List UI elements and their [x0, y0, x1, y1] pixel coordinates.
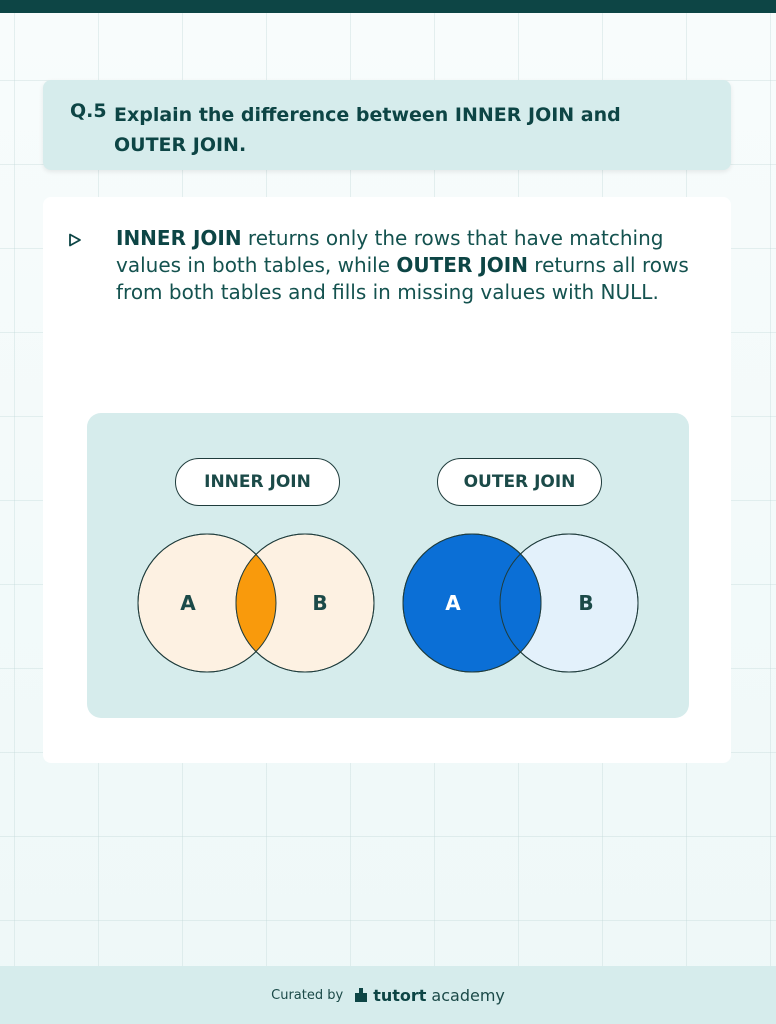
- inner-join-pill: INNER JOIN: [175, 458, 340, 506]
- inner-label-b: B: [312, 591, 328, 615]
- answer-keyword: OUTER JOIN: [396, 253, 528, 277]
- join-diagram-panel: [87, 413, 689, 718]
- answer-card: [43, 197, 731, 763]
- answer-segment: returns all rows from both tables and fills in missing values with NULL.: [116, 253, 689, 304]
- curated-by-label: Curated by: [271, 987, 344, 1003]
- play-outline-icon: [67, 232, 83, 248]
- tutort-logo-icon: [355, 988, 367, 1002]
- answer-keyword: INNER JOIN: [116, 226, 242, 250]
- question-text: Explain the difference between INNER JOIN and OUTER JOIN.: [114, 104, 621, 156]
- outer-label-a: A: [445, 591, 461, 615]
- outer-join-venn: [403, 534, 638, 672]
- footer: [0, 966, 776, 1024]
- brand-name-bold: tutort: [373, 985, 427, 1005]
- answer-segment: returns only the rows that have matching values in both tables, while: [116, 226, 664, 277]
- inner-label-a: A: [180, 591, 196, 615]
- top-bar: [0, 0, 776, 13]
- answer-text: [116, 225, 716, 306]
- brand-name-light: academy: [431, 985, 505, 1005]
- question-card: [43, 80, 731, 170]
- outer-join-pill: OUTER JOIN: [437, 458, 602, 506]
- venn-diagrams: [87, 413, 689, 718]
- question-number: Q.5: [70, 100, 107, 122]
- outer-label-b: B: [578, 591, 594, 615]
- inner-join-venn: [138, 534, 374, 672]
